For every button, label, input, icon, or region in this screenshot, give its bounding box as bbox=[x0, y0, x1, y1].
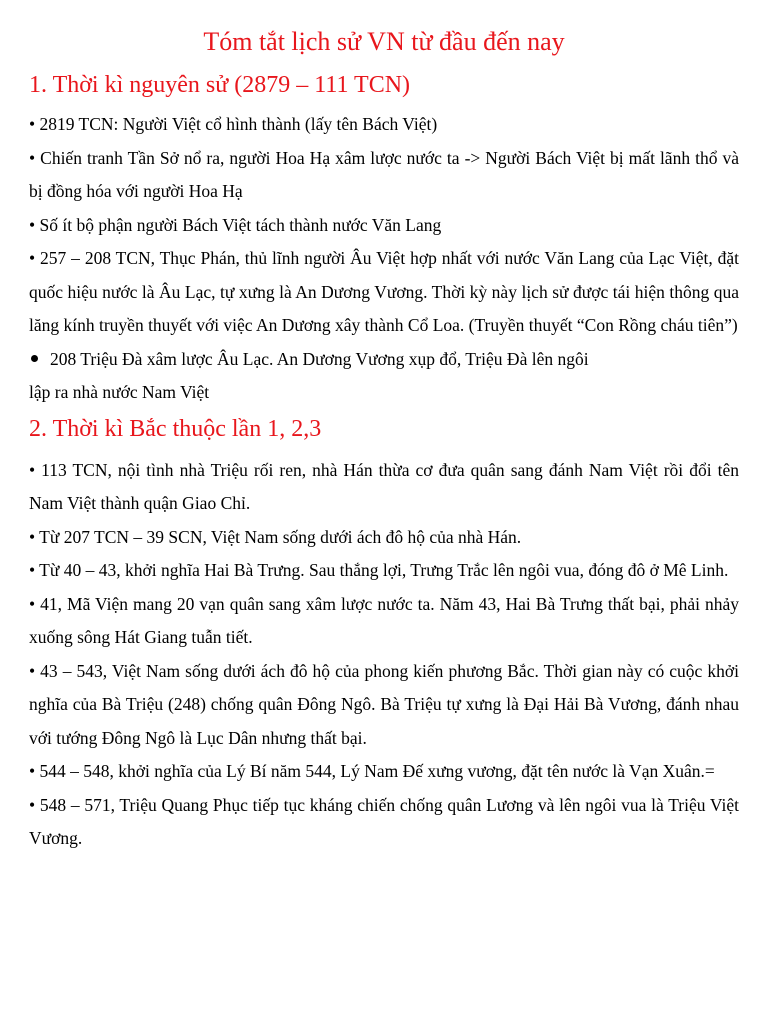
bullet-list-item bbox=[29, 343, 739, 410]
bullet-line bbox=[29, 343, 739, 377]
paragraph: • Từ 40 – 43, khởi nghĩa Hai Bà Trưng. Sau thắng lợi, Trưng Trắc lên ngôi vua, đóng đô ở Mê Linh. bbox=[29, 560, 729, 580]
paragraph: • 548 – 571, Triệu Quang Phục tiếp tục kháng chiến chống quân Lương và lên ngôi vua là Triệu Việt Vương. bbox=[29, 794, 739, 848]
paragraph: • 2819 TCN: Người Việt cổ hình thành (lấy tên Bách Việt) bbox=[29, 114, 438, 134]
paragraph: • 113 TCN, nội tình nhà Triệu rối ren, nhà Hán thừa cơ đưa quân sang đánh Nam Việt rồi đổi tên Nam Việt thành quận Giao Chỉ. bbox=[29, 459, 739, 513]
paragraph: • Từ 207 TCN – 39 SCN, Việt Nam sống dưới ách đô hộ của nhà Hán. bbox=[29, 526, 522, 547]
paragraph: • Số ít bộ phận người Bách Việt tách thành nước Văn Lang bbox=[29, 214, 442, 235]
paragraph: • 544 – 548, khởi nghĩa của Lý Bí năm 544, Lý Nam Đế xưng vương, đặt tên nước là Vạn Xuân.= bbox=[29, 761, 715, 781]
bullet-dot-icon bbox=[31, 355, 38, 362]
bullet-text: 208 Triệu Đà xâm lược Âu Lạc. An Dương Vương xụp đổ, Triệu Đà lên ngôi bbox=[50, 348, 589, 369]
document-title: Tóm tắt lịch sử VN từ đầu đến nay bbox=[203, 27, 565, 56]
section-heading: 2. Thời kì Bắc thuộc lần 1, 2,3 bbox=[29, 415, 322, 442]
paragraph: • 41, Mã Viện mang 20 vạn quân sang xâm lược nước ta. Năm 43, Hai Bà Trưng thất bại, phải nhảy xuống sông Hát Giang tuẫn tiết. bbox=[29, 593, 739, 647]
section-heading: 1. Thời kì nguyên sử (2879 – 111 TCN) bbox=[29, 72, 411, 98]
section-northern-domination bbox=[29, 412, 739, 856]
section-prehistory bbox=[29, 68, 739, 410]
bullet-continuation: lập ra nhà nước Nam Việt bbox=[29, 382, 210, 402]
paragraph: • Chiến tranh Tần Sở nổ ra, người Hoa Hạ xâm lược nước ta -> Người Bách Việt bị mất lãnh thổ và bị đồng hóa với người Hoa Hạ bbox=[29, 147, 739, 201]
paragraph: • 257 – 208 TCN, Thục Phán, thủ lĩnh người Âu Việt hợp nhất với nước Văn Lang của Lạc Việt, đặt quốc hiệu nước là Âu Lạc, tự xưng là An Dương Vương. Thời kỳ này lịch sử được tái hiện thông qua lăng kính truyền thuyết với việc An Dương xây thành Cổ Loa. (Truyền thuyết “Con Rồng cháu tiên”) bbox=[29, 248, 739, 335]
paragraph: • 43 – 543, Việt Nam sống dưới ách đô hộ của phong kiến phương Bắc. Thời gian này có cuộc khởi nghĩa của Bà Triệu (248) chống quân Đông Ngô. Bà Triệu tự xưng là Đại Hải Bà Vương, đánh nhau với tướng Đông Ngô là Lục Dân nhưng thất bại. bbox=[29, 660, 739, 748]
